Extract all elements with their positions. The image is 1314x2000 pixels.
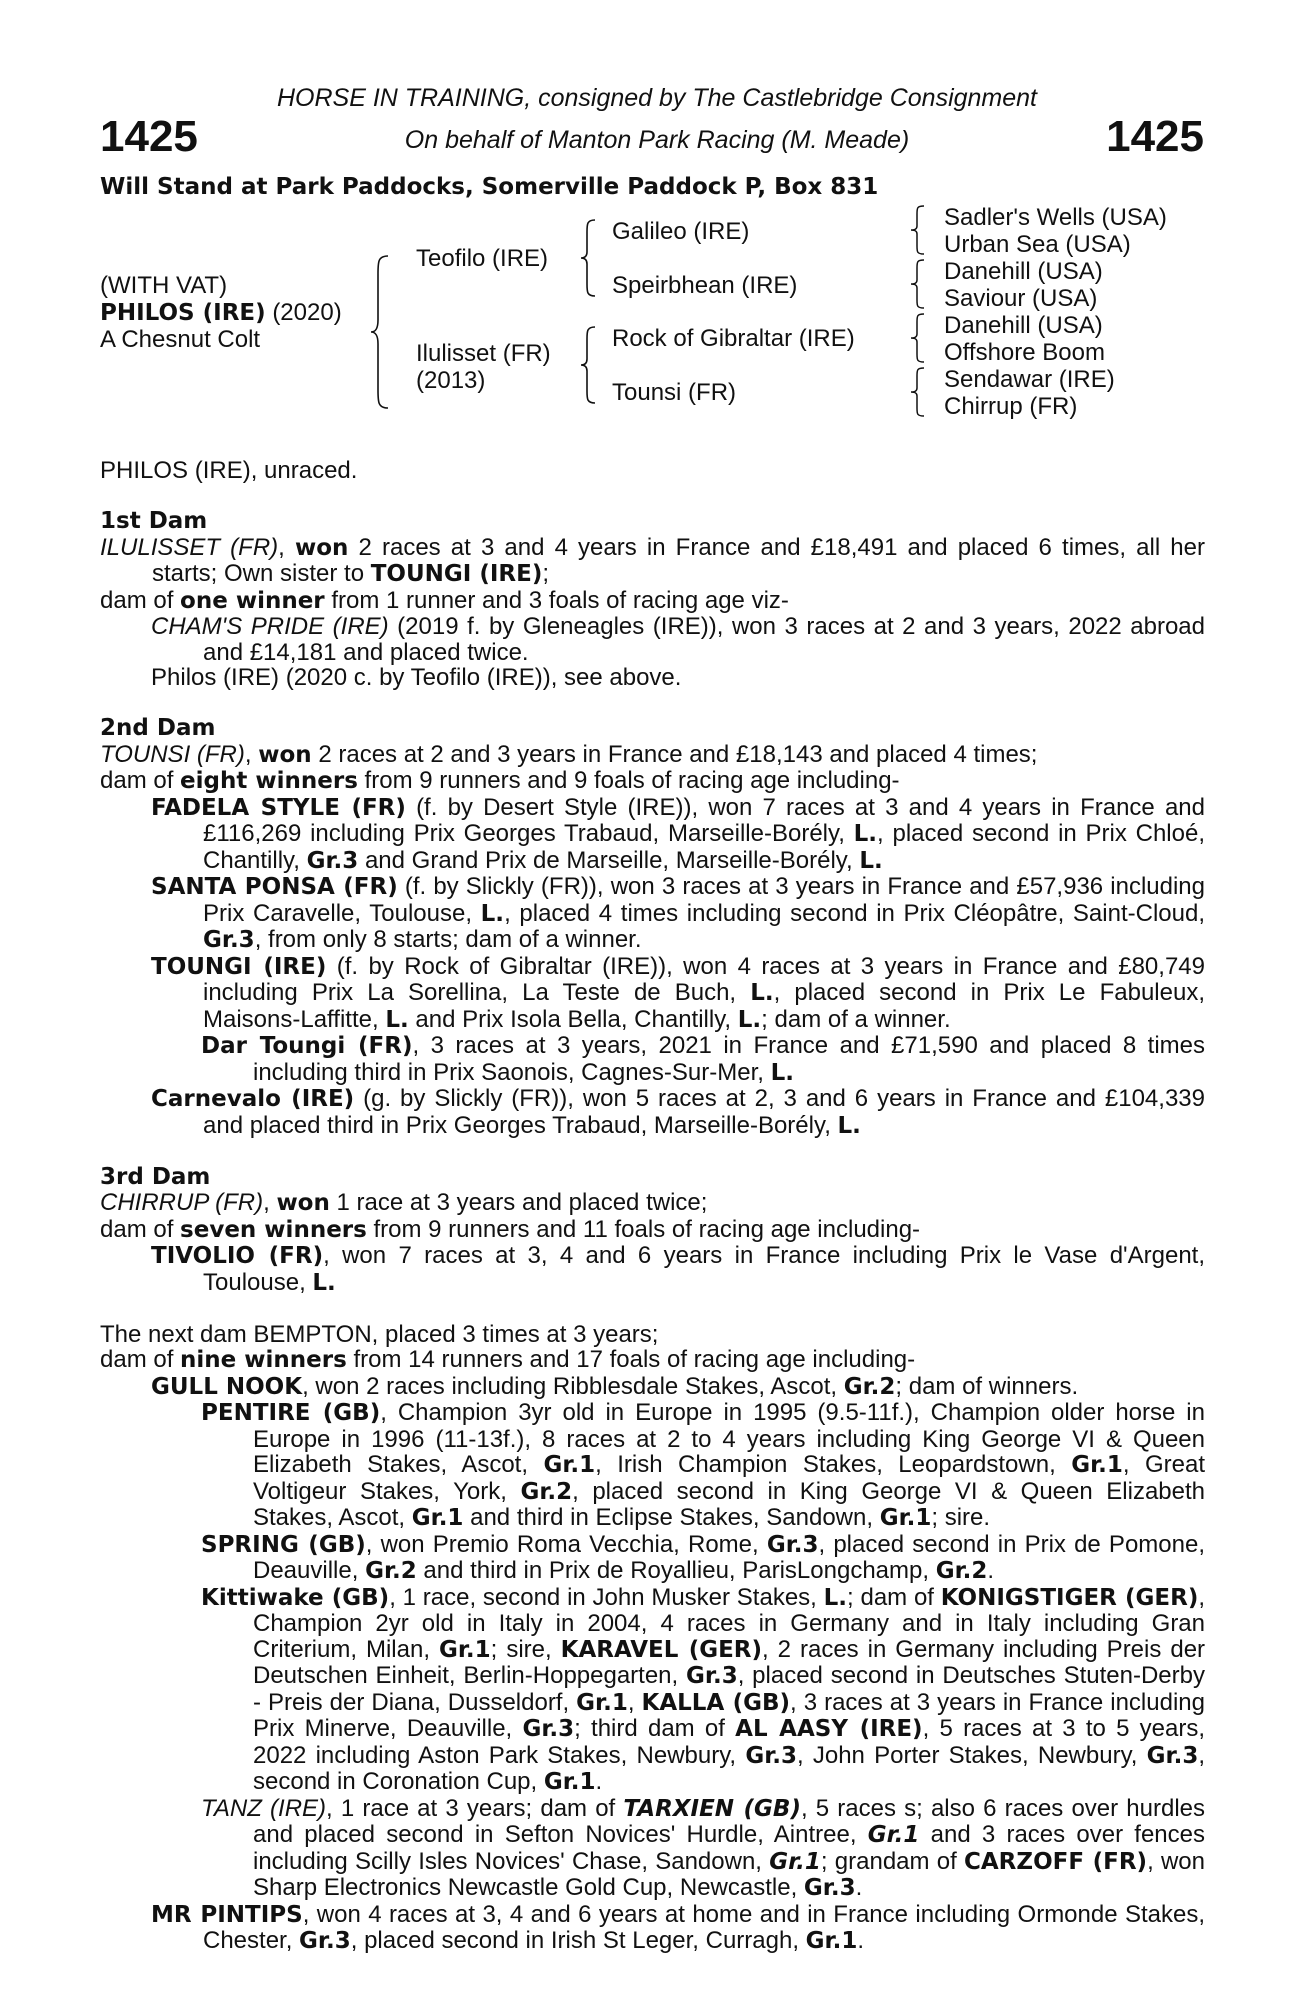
race-record: PHILOS (IRE), unraced. bbox=[100, 457, 358, 484]
second-dam-record: TOUNSI (FR), won 2 races at 2 and 3 years in France and £18,143 and placed 4 times; bbox=[100, 740, 1038, 768]
second-dam-heading: 2nd Dam bbox=[100, 715, 216, 741]
pedigree-brace-2b bbox=[580, 325, 600, 405]
first-dam-foal-2: Philos (IRE) (2020 c. by Teofilo (IRE)), see above. bbox=[151, 664, 682, 691]
pedigree-brace-3b bbox=[910, 258, 928, 310]
next-dam-produce: dam of nine winners from 14 runners and 17 foals of racing age including- bbox=[100, 1346, 916, 1373]
horse-name-line bbox=[100, 299, 342, 327]
consignor-line: HORSE IN TRAINING, consigned by The Castlebridge Consignment bbox=[276, 84, 1038, 112]
stand-location: Will Stand at Park Paddocks, Somerville Paddock P, Box 831 bbox=[100, 174, 879, 200]
first-dam-heading: 1st Dam bbox=[100, 508, 208, 534]
next-dam-foal-gull-nook: GULL NOOK, won 2 races including Ribblesdale Stakes, Ascot, Gr.2; dam of winners. bbox=[151, 1372, 1079, 1400]
pedigree-brace-3a bbox=[910, 204, 928, 256]
ancestor-sdd: Saviour (USA) bbox=[944, 285, 1098, 312]
next-dam-record: The next dam BEMPTON, placed 3 times at 3 years; bbox=[100, 1320, 659, 1348]
second-dam-foal-carnevalo: Carnevalo (IRE) (g. by Slickly (FR)), won 5 races at 2, 3 and 6 years in France and £104,339 and placed third in Prix Georges Trabaud, Marseille-Borély, L. bbox=[151, 1085, 1205, 1139]
second-dam-foal-santa: SANTA PONSA (FR) (f. by Slickly (FR)), won 3 races at 3 years in France and £57,936 including Prix Caravelle, Toulouse, L., placed 4 times including second in Prix Cléopâtre, Saint-Cloud, Gr.3, from only 8 starts; dam of a winner. bbox=[151, 873, 1205, 953]
dam-sire: Rock of Gibraltar (IRE) bbox=[612, 325, 855, 352]
second-dam-foal-fadela: FADELA STYLE (FR) (f. by Desert Style (IRE)), won 7 races at 3 and 4 years in France and £116,269 including Prix Georges Trabaud, Marseille-Borély, L., placed second in Prix Chloé, Chantilly, Gr.3 and Grand Prix de Marseille, Marseille-Borély, L. bbox=[151, 793, 1205, 874]
third-dam-heading: 3rd Dam bbox=[100, 1163, 211, 1190]
pedigree-brace-3c bbox=[910, 312, 928, 364]
first-dam-record: ILULISSET (FR), won 2 races at 3 and 4 years in France and £18,491 and placed 6 times, all her starts; Own sister to TOUNGI (IRE); bbox=[100, 533, 1205, 587]
ancestor-sds: Danehill (USA) bbox=[944, 258, 1103, 285]
horse-year: (2020) bbox=[272, 299, 342, 326]
horse-name: PHILOS (IRE) bbox=[100, 300, 266, 326]
next-dam-grandfoal-tanz: TANZ (IRE), 1 race at 3 years; dam of TARXIEN (GB), 5 races s; also 6 races over hurdles and placed second in Sefton Novices' Hurdle, Aintree, Gr.1 and 3 races over fences including Scilly Isles Novices' Chase, Sandown, Gr.1; grandam of CARZOFF (FR), won Sharp Electronics Newcastle Gold Cup, Newcastle, Gr.3. bbox=[201, 1794, 1206, 1901]
sire-sire: Galileo (IRE) bbox=[612, 218, 750, 245]
second-dam-produce: dam of eight winners from 9 runners and 9 foals of racing age including- bbox=[100, 767, 900, 794]
pedigree-brace-3d bbox=[910, 366, 928, 418]
next-dam-grandfoal-kittiwake: Kittiwake (GB), 1 race, second in John Musker Stakes, L.; dam of KONIGSTIGER (GER), Champion 2yr old in Italy in 2004, 4 races in Germany and in Italy including Gran Criterium, Milan, Gr.1; sire, KARAVEL (GER), 2 races in Germany including Preis der Deutschen Einheit, Berlin-Hoppegarten, Gr.3, placed second in Deutsches Stuten-Derby - Preis der Diana, Dusseldorf, Gr.1, KALLA (GB), 3 races at 3 years in France including Prix Minerve, Deauville, Gr.3; third dam of AL AASY (IRE), 5 races at 3 to 5 years, 2022 including Aston Park Stakes, Newbury, Gr.3, John Porter Stakes, Newbury, Gr.3, second in Coronation Cup, Gr.1. bbox=[201, 1583, 1206, 1795]
ancestor-ddd: Chirrup (FR) bbox=[944, 393, 1078, 420]
ancestor-ssd: Urban Sea (USA) bbox=[944, 231, 1131, 258]
ancestor-dds: Sendawar (IRE) bbox=[944, 366, 1115, 393]
next-dam-grandfoal-pentire: PENTIRE (GB), Champion 3yr old in Europe in 1995 (9.5-11f.), Champion older horse in Europe in 1996 (11-13f.), 8 races at 2 to 4 years including King George VI & Queen Elizabeth Stakes, Ascot, Gr.1, Irish Champion Stakes, Leopardstown, Gr.1, Great Voltigeur Stakes, York, Gr.2, placed second in King George VI & Queen Elizabeth Stakes, Ascot, Gr.1 and third in Eclipse Stakes, Sandown, Gr.1; sire. bbox=[201, 1399, 1205, 1531]
third-dam-record: CHIRRUP (FR), won 1 race at 3 years and placed twice; bbox=[100, 1189, 708, 1216]
pedigree-brace-2a bbox=[580, 218, 600, 298]
sire: Teofilo (IRE) bbox=[416, 245, 549, 272]
lot-number-left: 1425 bbox=[100, 112, 198, 161]
ancestor-sss: Sadler's Wells (USA) bbox=[944, 204, 1167, 231]
next-dam-foal-mr-pintips: MR PINTIPS, won 4 races at 3, 4 and 6 years at home and in France including Ormonde Stakes, Chester, Gr.3, placed second in Irish St Leger, Curragh, Gr.1. bbox=[151, 1900, 1206, 1954]
on-behalf-line: On behalf of Manton Park Racing (M. Meade) bbox=[404, 126, 910, 154]
dam-dam: Tounsi (FR) bbox=[612, 379, 737, 406]
ancestor-dss: Danehill (USA) bbox=[944, 312, 1103, 339]
vat-note: (WITH VAT) bbox=[100, 272, 228, 299]
third-dam-foal-tivolio: TIVOLIO (FR), won 7 races at 3, 4 and 6 years in France including Prix le Vase d'Argent, Toulouse, L. bbox=[151, 1242, 1205, 1296]
sire-dam: Speirbhean (IRE) bbox=[612, 272, 798, 299]
dam: Ilulisset (FR) bbox=[416, 340, 551, 367]
second-dam-grandfoal-dar: Dar Toungi (FR), 3 races at 3 years, 2021 in France and £71,590 and placed 8 times including third in Prix Saonois, Cagnes-Sur-Mer, L. bbox=[201, 1032, 1205, 1086]
next-dam-grandfoal-spring: SPRING (GB), won Premio Roma Vecchia, Rome, Gr.3, placed second in Prix de Pomone, Deauville, Gr.2 and third in Prix de Royallieu, ParisLongchamp, Gr.2. bbox=[201, 1530, 1205, 1584]
first-dam-foal-1: CHAM'S PRIDE (IRE) (2019 f. by Gleneagles (IRE)), won 3 races at 2 and 3 years, 2022 abroad and £14,181 and placed twice. bbox=[151, 613, 1205, 666]
dam-year: (2013) bbox=[416, 367, 486, 394]
third-dam-produce: dam of seven winners from 9 runners and 11 foals of racing age including- bbox=[100, 1215, 921, 1243]
lot-number-right: 1425 bbox=[1106, 112, 1204, 161]
first-dam-produce: dam of one winner from 1 runner and 3 foals of racing age viz- bbox=[100, 586, 789, 614]
catalogue-body bbox=[100, 458, 1205, 1955]
second-dam-foal-toungi: TOUNGI (IRE) (f. by Rock of Gibraltar (IRE)), won 4 races at 3 years in France and £80,749 including Prix La Sorellina, La Teste de Buch, L., placed second in Prix Le Fabuleux, Maisons-Laffitte, L. and Prix Isola Bella, Chantilly, L.; dam of a winner. bbox=[151, 952, 1205, 1033]
horse-description: A Chesnut Colt bbox=[100, 326, 261, 353]
ancestor-dsd: Offshore Boom bbox=[944, 339, 1105, 366]
pedigree-brace-1 bbox=[370, 254, 394, 410]
